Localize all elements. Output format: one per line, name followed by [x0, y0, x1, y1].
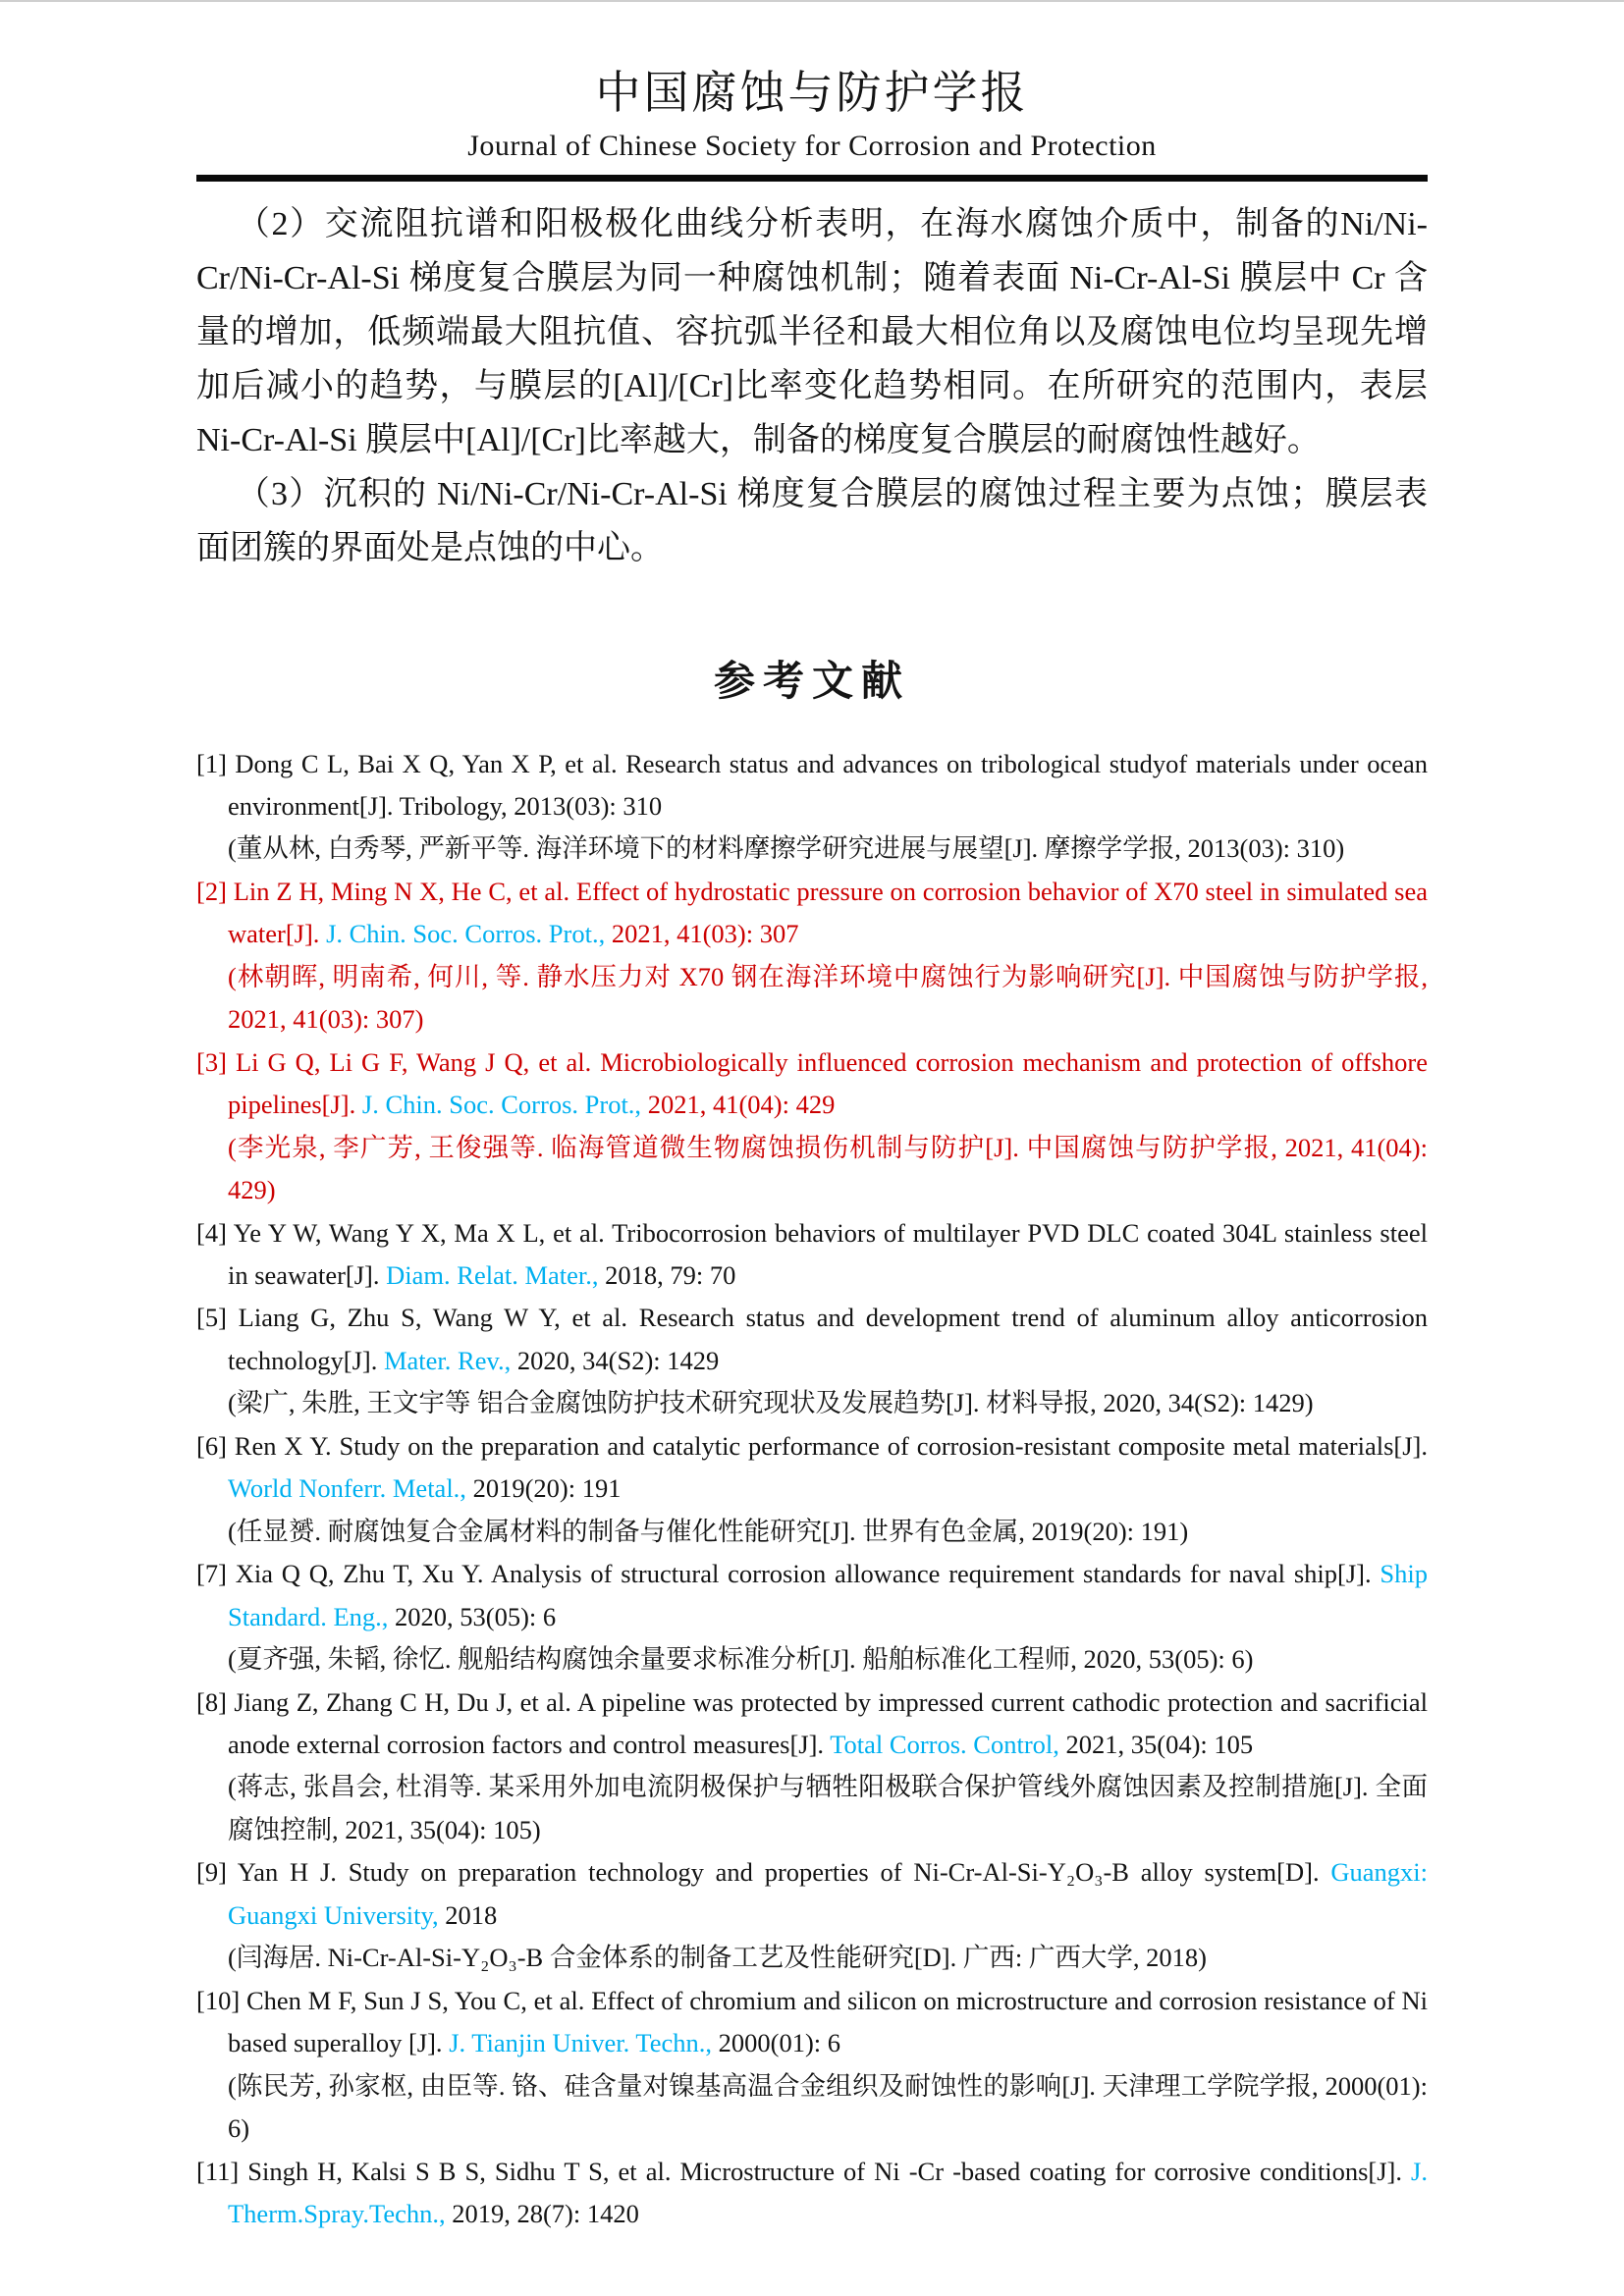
reference-marker: [9] [196, 1857, 238, 1888]
reference-text: (董从林, 白秀琴, 严新平等. 海洋环境下的材料摩擦学研究进展与展望[J]. 摩擦学学报, 2013(03): 310) [228, 833, 1345, 864]
reference-item [196, 1212, 1428, 1298]
reference-item [196, 1425, 1428, 1553]
reference-en-line [196, 743, 1428, 828]
journal-link[interactable]: J. Chin. Soc. Corros. Prot., [361, 1090, 642, 1120]
reference-text: 2018 [438, 1899, 498, 1930]
reference-text: 2018, 79: 70 [598, 1259, 736, 1290]
reference-text: 2019, 28(7): 1420 [445, 2198, 639, 2228]
reference-cn-line [196, 1766, 1428, 1851]
reference-text: 2020, 53(05): 6 [388, 1601, 557, 1631]
conclusion-text [196, 197, 1428, 576]
reference-text: (李光泉, 李广芳, 王俊强等. 临海管道微生物腐蚀损伤机制与防护[J]. 中国腐蚀与防护学报, 2021, 41(04): 429) [228, 1132, 1428, 1205]
reference-cn-line [196, 956, 1428, 1041]
reference-en-line [196, 1041, 1428, 1127]
reference-en-line [196, 1553, 1428, 1638]
conclusion-paragraph-3: （3）沉积的 Ni/Ni-Cr/Ni-Cr-Al-Si 梯度复合膜层的腐蚀过程主要为点蚀；膜层表面团簇的界面处是点蚀的中心。 [196, 476, 1428, 567]
reference-cn-line [196, 1382, 1428, 1424]
reference-marker: [4] [196, 1217, 234, 1248]
journal-link[interactable]: J. Therm.Spray.Techn., [228, 2156, 1428, 2228]
journal-link[interactable]: Guangxi: Guangxi University, [228, 1857, 1428, 1930]
reference-en-line [196, 1682, 1428, 1767]
reference-en-line [196, 1297, 1428, 1382]
reference-cn-line [196, 1511, 1428, 1553]
reference-cn-line [196, 828, 1428, 870]
reference-text: (梁广, 朱胜, 王文宇等 铝合金腐蚀防护技术研究现状及发展趋势[J]. 材料导报, 2020, 34(S2): 1429) [228, 1388, 1314, 1418]
reference-text: Xia Q Q, Zhu T, Xu Y. Analysis of structural corrosion allowance requirement standards for naval ship[J]. [235, 1559, 1380, 1589]
reference-text: (任显赟. 耐腐蚀复合金属材料的制备与催化性能研究[J]. 世界有色金属, 2019(20): 191) [228, 1516, 1189, 1546]
reference-cn-line [196, 2065, 1428, 2151]
reference-text: Chen M F, Sun J S, You C, et al. Effect of chromium and silicon on microstructure and corrosion resistance of Ni based superalloy [J]. [228, 1985, 1429, 2058]
reference-marker: [7] [196, 1559, 236, 1589]
reference-item [196, 1041, 1428, 1212]
journal-link[interactable]: Ship Standard. Eng., [228, 1559, 1428, 1631]
reference-item [196, 1851, 1428, 1979]
journal-link[interactable]: J. Tianjin Univer. Techn., [449, 2028, 713, 2058]
journal-title-en: Journal of Chinese Society for Corrosion and Protection [467, 130, 1157, 162]
reference-en-line [196, 2151, 1428, 2236]
reference-text: Dong C L, Bai X Q, Yan X P, et al. Research status and advances on tribological studyof materials under ocean environment[J]. Tribology, 2013(03): 310 [228, 748, 1428, 821]
reference-item [196, 1980, 1428, 2151]
journal-link[interactable]: J. Chin. Soc. Corros. Prot., [326, 919, 606, 949]
reference-text: Lin Z H, Ming N X, He C, et al. Effect of hydrostatic pressure on corrosion behavior of X70 steel in simulated sea water[J]. [228, 876, 1429, 949]
journal-title-zh: 中国腐蚀与防护学报 [595, 68, 1029, 118]
journal-link[interactable]: Diam. Relat. Mater., [386, 1259, 599, 1290]
references-heading: 参考文献 [713, 657, 910, 704]
reference-text: 2000(01): 6 [712, 2028, 841, 2058]
reference-cn-line [196, 1937, 1428, 1979]
journal-link[interactable]: World Nonferr. Metal., [228, 1473, 466, 1504]
reference-text: Singh H, Kalsi S B S, Sidhu T S, et al. Microstructure of Ni -Cr -based coating for corrosive conditions[J]. [247, 2156, 1412, 2186]
reference-marker: [3] [196, 1046, 236, 1077]
reference-text: (陈民芳, 孙家枢, 由臣等. 铬、硅含量对镍基高温合金组织及耐蚀性的影响[J]. 天津理工学院学报, 2000(01): 6) [228, 2070, 1428, 2144]
journal-link[interactable]: Mater. Rev., [383, 1345, 512, 1375]
reference-text: (蒋志, 张昌会, 杜涓等. 某采用外加电流阴极保护与牺牲阳极联合保护管线外腐蚀因素及控制措施[J]. 全面腐蚀控制, 2021, 35(04): 105) [228, 1772, 1428, 1844]
reference-en-line [196, 1425, 1428, 1511]
reference-item [196, 1297, 1428, 1424]
reference-text: (闫海居. Ni-Cr-Al-Si-Y₂O₃-B 合金体系的制备工艺及性能研究[D]. 广西: 广西大学, 2018) [228, 1943, 1207, 1973]
reference-cn-line [196, 1638, 1428, 1681]
reference-marker: [8] [196, 1686, 235, 1717]
reference-text: 2020, 34(S2): 1429 [511, 1345, 720, 1375]
reference-text: Li G Q, Li G F, Wang J Q, et al. Microbiologically influenced corrosion mechanism and protection of offshore pipelines[J]. [228, 1046, 1428, 1120]
reference-en-line [196, 1851, 1428, 1937]
reference-text: Ye Y W, Wang Y X, Ma X L, et al. Tribocorrosion behaviors of multilayer PVD DLC coated 304L stainless steel in seawater[J]. [228, 1217, 1428, 1290]
reference-text: 2019(20): 191 [465, 1473, 622, 1504]
reference-en-line [196, 1212, 1428, 1298]
reference-text: 2021, 41(03): 307 [605, 919, 799, 949]
reference-item [196, 1553, 1428, 1681]
reference-marker: [2] [196, 876, 234, 906]
reference-marker: [10] [196, 1985, 246, 2015]
references-list [196, 743, 1428, 2236]
reference-en-line [196, 1980, 1428, 2065]
journal-link[interactable]: Total Corros. Control, [830, 1729, 1059, 1759]
journal-header [196, 57, 1428, 182]
reference-en-line [196, 871, 1428, 956]
reference-text: 2021, 41(04): 429 [641, 1090, 836, 1120]
reference-item [196, 1682, 1428, 1852]
reference-item [196, 2151, 1428, 2236]
reference-item [196, 743, 1428, 871]
reference-text: Yan H J. Study on preparation technology and properties of Ni-Cr-Al-Si-Y₂O₃-B alloy system[D]. [237, 1857, 1331, 1888]
reference-text: Jiang Z, Zhang C H, Du J, et al. A pipeline was protected by impressed current cathodic protection and sacrificial anode external corrosion factors and control measures[J]. [228, 1686, 1428, 1759]
reference-text: Ren X Y. Study on the preparation and catalytic performance of corrosion-resistant composite metal materials[J]. [234, 1430, 1429, 1461]
reference-text: (夏齐强, 朱韬, 徐忆. 舰船结构腐蚀余量要求标准分析[J]. 船舶标准化工程师, 2020, 53(05): 6) [228, 1644, 1254, 1675]
reference-text: (林朝晖, 明南希, 何川, 等. 静水压力对 X70 钢在海洋环境中腐蚀行为影响研究[J]. 中国腐蚀与防护学报, 2021, 41(03): 307) [228, 961, 1428, 1035]
reference-marker: [1] [196, 748, 236, 778]
conclusion-paragraph-2: （2）交流阻抗谱和阳极极化曲线分析表明，在海水腐蚀介质中，制备的Ni/Ni-Cr/Ni-Cr-Al-Si 梯度复合膜层为同一种腐蚀机制；随着表面 Ni-Cr-Al-Si 膜层中 Cr 含量的增加，低频端最大阻抗值、容抗弧半径和最大相位角以及腐蚀电位均呈现先增加后减小的趋势，与膜层的[Al]/[Cr]比率变化趋势相同。在所研究的范围内，表层 Ni-Cr-Al-Si 膜层中[Al]/[Cr]比率越大，制备的梯度复合膜层的耐腐蚀性越好。 [196, 206, 1428, 459]
reference-marker: [11] [196, 2156, 248, 2186]
reference-marker: [5] [196, 1303, 239, 1333]
header-divider [196, 175, 1428, 182]
reference-cn-line [196, 1127, 1428, 1212]
reference-marker: [6] [196, 1430, 235, 1461]
reference-text: 2021, 35(04): 105 [1058, 1729, 1254, 1759]
reference-item [196, 871, 1428, 1041]
reference-text: Liang G, Zhu S, Wang W Y, et al. Research status and development trend of aluminum alloy anticorrosion technology[J]. [228, 1303, 1429, 1375]
